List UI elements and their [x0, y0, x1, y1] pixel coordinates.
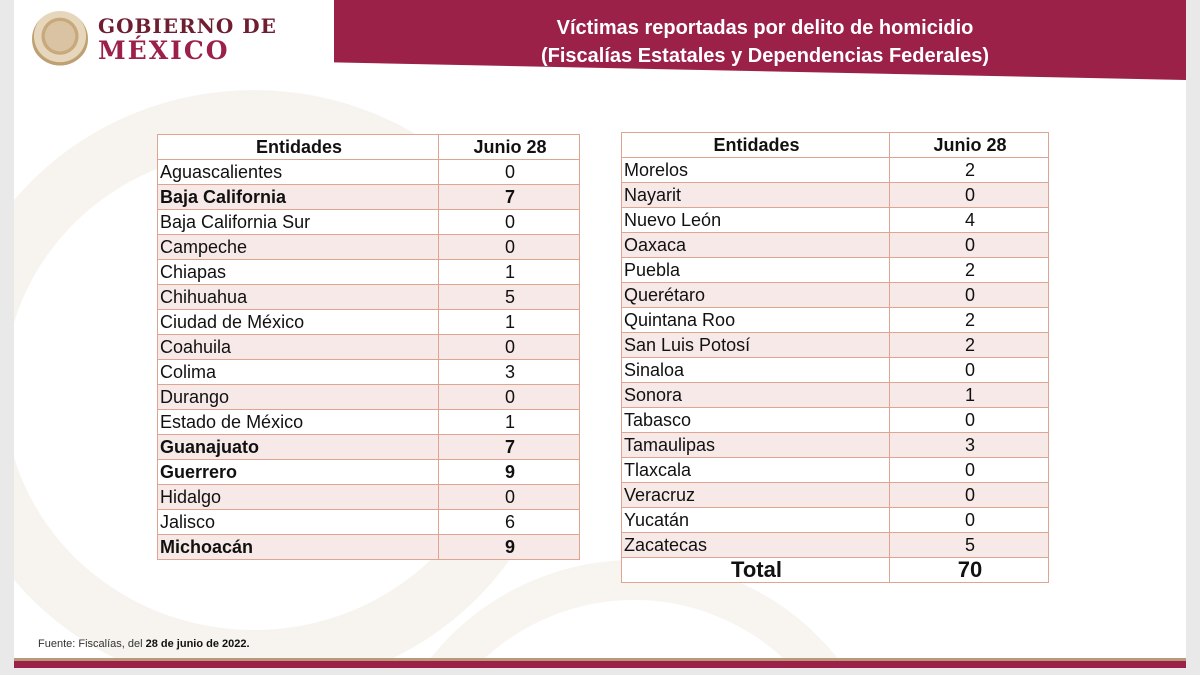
entity-value: 0 — [890, 358, 1049, 383]
entity-name: Chiapas — [158, 260, 439, 285]
table-row — [622, 158, 1049, 183]
entity-value: 0 — [439, 335, 580, 360]
entity-value: 1 — [890, 383, 1049, 408]
entity-value: 0 — [890, 183, 1049, 208]
entity-name: Tabasco — [622, 408, 890, 433]
table-row — [158, 185, 580, 210]
entity-value: 6 — [439, 510, 580, 535]
entity-name: Durango — [158, 385, 439, 410]
header-band — [334, 0, 1186, 80]
entity-value: 7 — [439, 185, 580, 210]
entity-name: Puebla — [622, 258, 890, 283]
source-note — [38, 638, 250, 650]
entity-name: Chihuahua — [158, 285, 439, 310]
table-header-row — [622, 133, 1049, 158]
table-row — [158, 160, 580, 185]
entity-name: Yucatán — [622, 508, 890, 533]
entity-value: 2 — [890, 308, 1049, 333]
column-header-entidades: Entidades — [622, 133, 890, 158]
table-row — [158, 460, 580, 485]
entity-value: 9 — [439, 535, 580, 560]
entity-name: Guanajuato — [158, 435, 439, 460]
entity-value: 2 — [890, 158, 1049, 183]
entity-name: Baja California — [158, 185, 439, 210]
table-row — [622, 533, 1049, 558]
entity-value: 1 — [439, 410, 580, 435]
table-row — [158, 435, 580, 460]
entity-value: 3 — [439, 360, 580, 385]
table-row — [158, 360, 580, 385]
page-title: Víctimas reportadas por delito de homicidio — [556, 17, 974, 39]
entity-value: 4 — [890, 208, 1049, 233]
table-row — [622, 383, 1049, 408]
table-row — [158, 510, 580, 535]
entity-value: 0 — [890, 508, 1049, 533]
entity-name: Tlaxcala — [622, 458, 890, 483]
source-date: 28 de junio de 2022. — [145, 638, 250, 650]
entity-name: Veracruz — [622, 483, 890, 508]
total-value: 70 — [890, 558, 1049, 583]
entity-name: Sonora — [622, 383, 890, 408]
column-header-date: Junio 28 — [439, 135, 580, 160]
table-row — [158, 210, 580, 235]
total-label: Total — [622, 558, 890, 583]
entity-value: 0 — [439, 485, 580, 510]
source-prefix: Fuente: Fiscalías, del — [38, 638, 146, 650]
entity-name: Michoacán — [158, 535, 439, 560]
column-header-date: Junio 28 — [890, 133, 1049, 158]
slide — [14, 0, 1186, 668]
table-row — [622, 233, 1049, 258]
entity-value: 0 — [890, 283, 1049, 308]
entity-value: 9 — [439, 460, 580, 485]
entity-name: Ciudad de México — [158, 310, 439, 335]
entity-name: Coahuila — [158, 335, 439, 360]
page-subtitle: (Fiscalías Estatales y Dependencias Federales) — [541, 45, 989, 67]
table-row — [158, 260, 580, 285]
entity-value: 1 — [439, 310, 580, 335]
table-row — [158, 335, 580, 360]
entity-name: Campeche — [158, 235, 439, 260]
entity-value: 5 — [890, 533, 1049, 558]
table-row — [158, 410, 580, 435]
table-row — [158, 310, 580, 335]
entity-value: 0 — [439, 160, 580, 185]
table-row — [158, 385, 580, 410]
table-row — [622, 508, 1049, 533]
total-row — [622, 558, 1049, 583]
entity-name: Querétaro — [622, 283, 890, 308]
entity-name: Aguascalientes — [158, 160, 439, 185]
entity-name: Quintana Roo — [622, 308, 890, 333]
entity-value: 0 — [890, 458, 1049, 483]
entity-value: 0 — [439, 235, 580, 260]
table-row — [622, 258, 1049, 283]
table-row — [158, 535, 580, 560]
entity-name: Colima — [158, 360, 439, 385]
entity-value: 3 — [890, 433, 1049, 458]
entity-value: 0 — [890, 483, 1049, 508]
table-header-row — [158, 135, 580, 160]
entities-table-right — [621, 132, 1049, 583]
entity-value: 2 — [890, 258, 1049, 283]
logo — [14, 0, 314, 72]
entity-name: Nuevo León — [622, 208, 890, 233]
table-row — [158, 235, 580, 260]
table-row — [622, 433, 1049, 458]
entity-value: 2 — [890, 333, 1049, 358]
table-row — [622, 283, 1049, 308]
table-row — [622, 483, 1049, 508]
header — [14, 0, 1186, 80]
entity-name: Zacatecas — [622, 533, 890, 558]
entity-value: 7 — [439, 435, 580, 460]
entity-name: Oaxaca — [622, 233, 890, 258]
logo-line2: MÉXICO — [98, 36, 230, 65]
entity-name: Morelos — [622, 158, 890, 183]
table-row — [622, 208, 1049, 233]
entity-name: Jalisco — [158, 510, 439, 535]
entity-name: Nayarit — [622, 183, 890, 208]
footer-accent — [14, 658, 1186, 661]
entity-value: 0 — [439, 210, 580, 235]
entity-name: San Luis Potosí — [622, 333, 890, 358]
entity-value: 0 — [890, 408, 1049, 433]
column-header-entidades: Entidades — [158, 135, 439, 160]
entity-name: Guerrero — [158, 460, 439, 485]
table-row — [622, 408, 1049, 433]
table-row — [622, 183, 1049, 208]
logo-line1: GOBIERNO DE — [98, 14, 277, 38]
entity-value: 5 — [439, 285, 580, 310]
table-row — [158, 285, 580, 310]
entity-name: Tamaulipas — [622, 433, 890, 458]
entity-value: 0 — [439, 385, 580, 410]
table-row — [158, 485, 580, 510]
table-row — [622, 333, 1049, 358]
table-row — [622, 308, 1049, 333]
entity-name: Hidalgo — [158, 485, 439, 510]
table-row — [622, 358, 1049, 383]
entity-name: Baja California Sur — [158, 210, 439, 235]
table-row — [622, 458, 1049, 483]
coat-of-arms-icon — [32, 11, 88, 67]
entity-name: Sinaloa — [622, 358, 890, 383]
entities-table-left — [157, 134, 580, 560]
entity-value: 0 — [890, 233, 1049, 258]
entity-value: 1 — [439, 260, 580, 285]
entity-name: Estado de México — [158, 410, 439, 435]
